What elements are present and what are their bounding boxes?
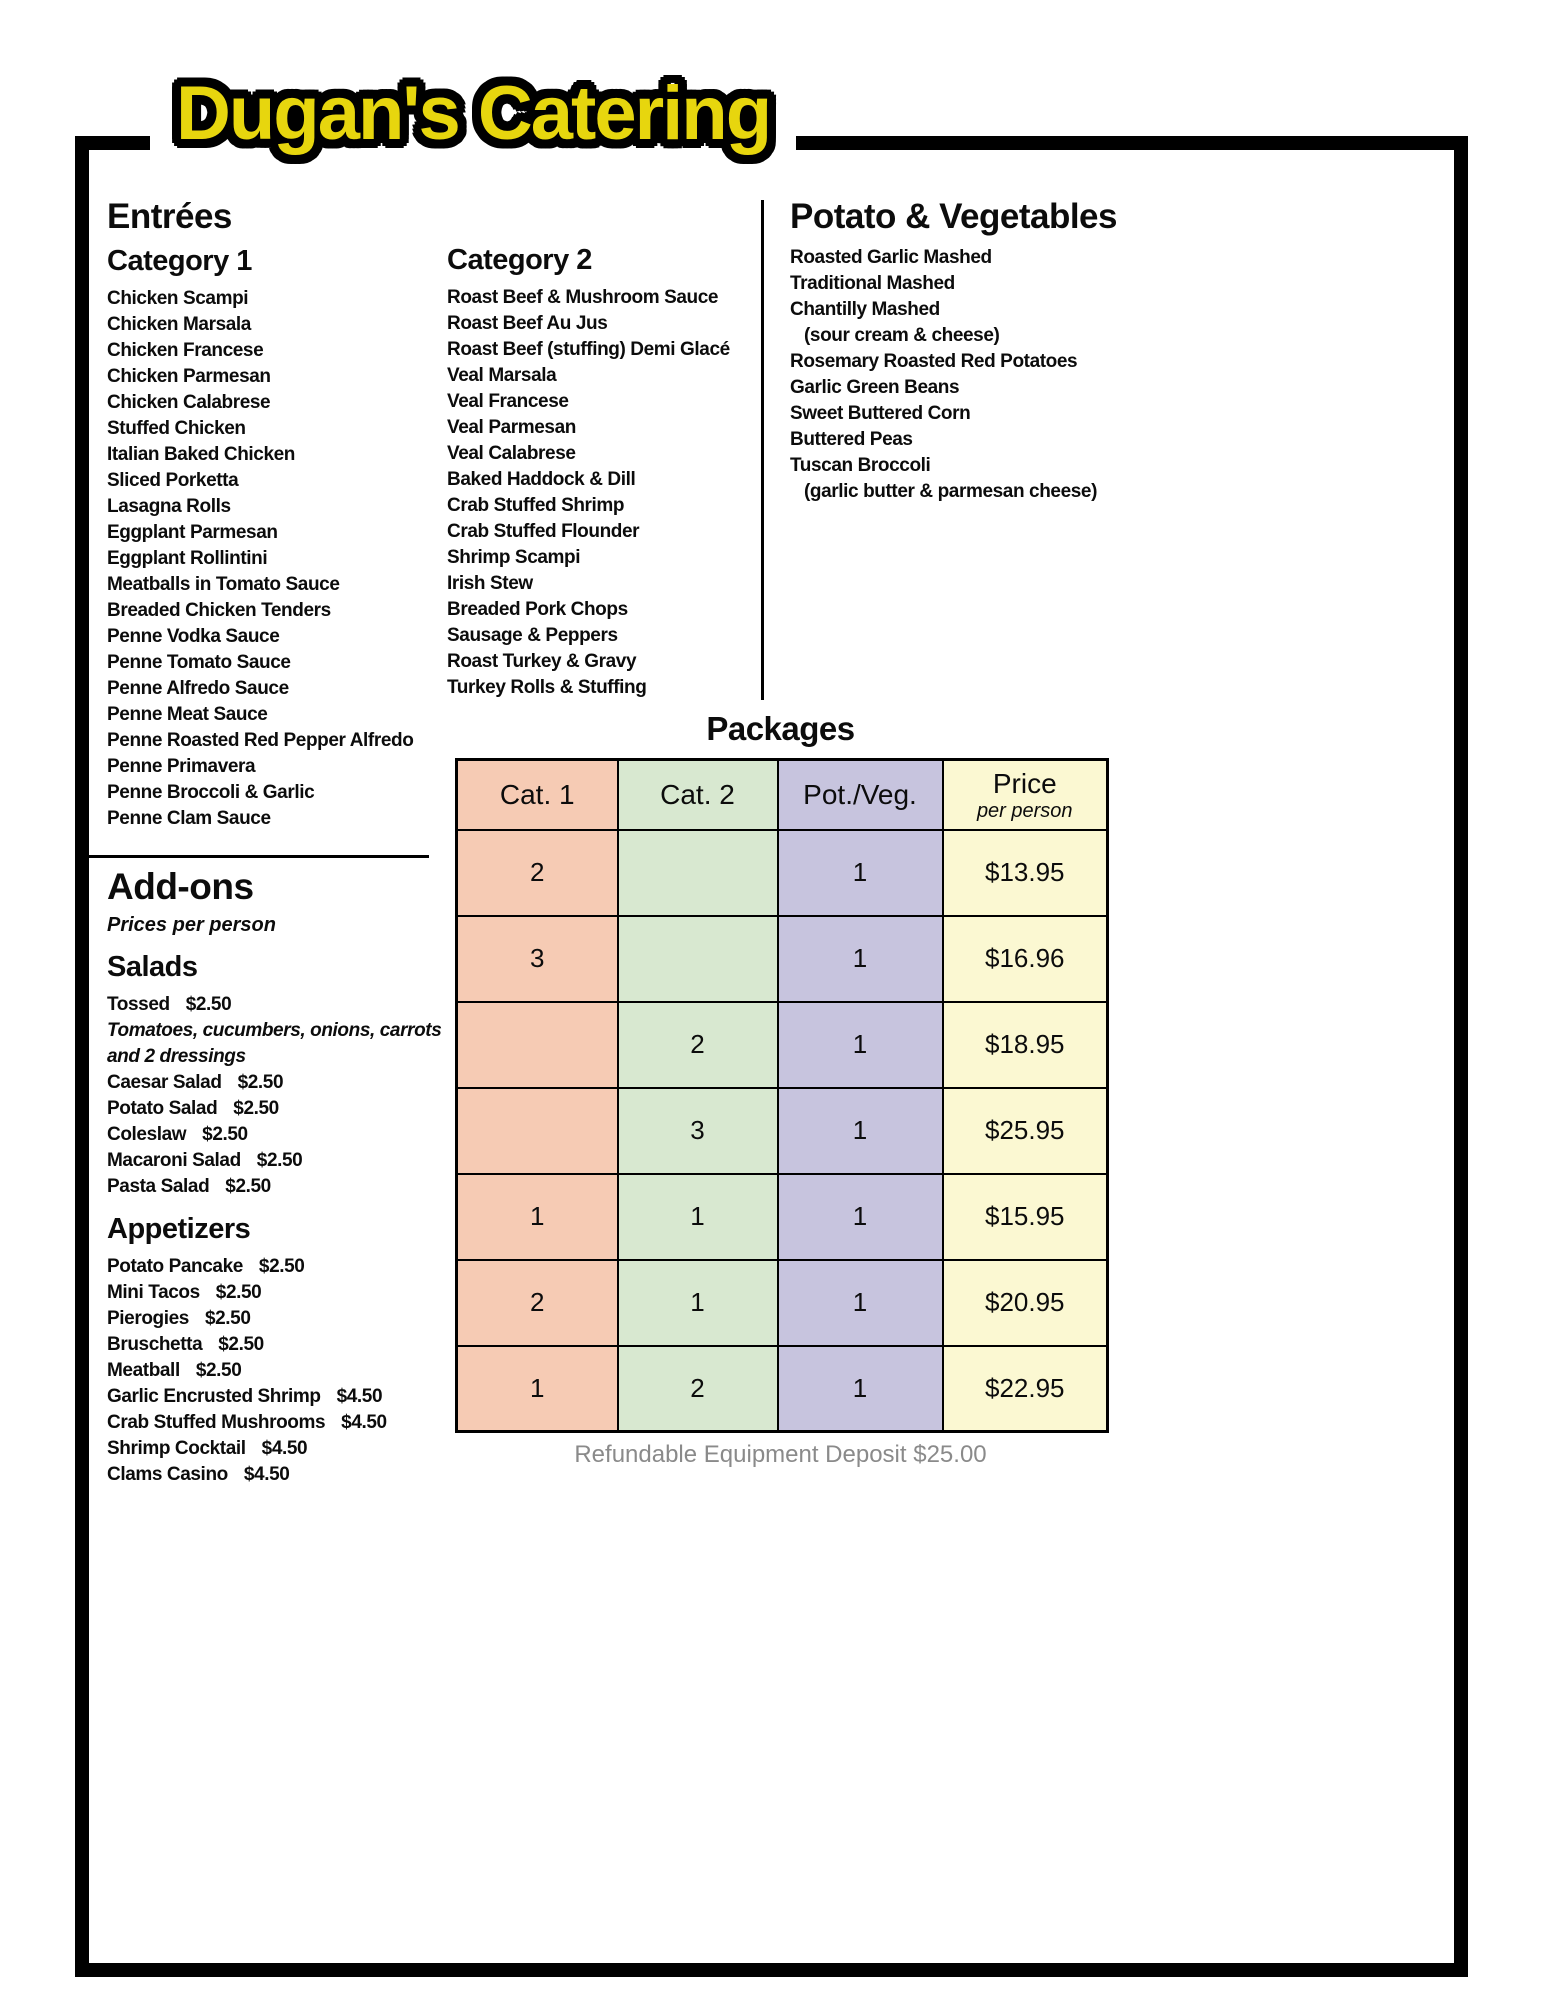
- logo: [150, 60, 796, 179]
- item-price: $2.50: [233, 1098, 279, 1119]
- deposit-note: Refundable Equipment Deposit $25.00: [574, 1441, 987, 1468]
- appetizer-item: Mini Tacos $2.50: [107, 1282, 262, 1303]
- package-row: [457, 1174, 1108, 1260]
- item-price: $2.50: [185, 994, 232, 1015]
- category1-item: Chicken Scampi: [107, 288, 249, 309]
- category2-item: Irish Stew: [447, 573, 533, 594]
- package-row: [457, 1346, 1108, 1432]
- package-cell: $13.95: [943, 830, 1108, 916]
- item-price: $2.50: [256, 1150, 303, 1171]
- salad-item: Caesar Salad $2.50: [107, 1072, 284, 1093]
- category1-item: Eggplant Parmesan: [107, 522, 278, 543]
- salad-item: Tomatoes, cucumbers, onions, carrots: [107, 1020, 442, 1041]
- potato-veg-item: Sweet Buttered Corn: [790, 403, 971, 424]
- appetizer-item: Garlic Encrusted Shrimp $4.50: [107, 1386, 383, 1407]
- salad-item: and 2 dressings: [107, 1046, 246, 1067]
- package-cell: [457, 1088, 618, 1174]
- potato-vegetables-title: Potato & Vegetables: [790, 197, 1117, 236]
- salads-title: Salads: [107, 951, 198, 983]
- package-cell: 1: [457, 1346, 618, 1432]
- salad-item: Macaroni Salad $2.50: [107, 1150, 303, 1171]
- category2-item: Veal Marsala: [447, 365, 557, 386]
- potato-veg-item: Roasted Garlic Mashed: [790, 247, 992, 268]
- package-cell: [618, 830, 778, 916]
- item-price: $4.50: [243, 1464, 290, 1485]
- category2-section: [447, 243, 757, 701]
- category2-item: Roast Beef & Mushroom Sauce: [447, 287, 719, 308]
- category2-item: Veal Francese: [447, 391, 569, 412]
- potato-veg-item: Chantilly Mashed: [790, 299, 940, 320]
- category2-item: Roast Beef Au Jus: [447, 313, 608, 334]
- category1-item: Penne Primavera: [107, 756, 256, 777]
- salads-list: [107, 992, 443, 1200]
- package-row: [457, 1260, 1108, 1346]
- salad-item: Potato Salad $2.50: [107, 1098, 279, 1119]
- appetizer-item: Pierogies $2.50: [107, 1308, 251, 1329]
- package-row: [457, 916, 1108, 1002]
- category1-item: Chicken Calabrese: [107, 392, 271, 413]
- package-cell: 2: [457, 1260, 618, 1346]
- item-price: $2.50: [237, 1072, 284, 1093]
- item-price: $4.50: [336, 1386, 383, 1407]
- category1-item: Chicken Marsala: [107, 314, 251, 335]
- category1-item: Penne Alfredo Sauce: [107, 678, 289, 699]
- package-cell: [618, 916, 778, 1002]
- header-cat2: Cat. 2: [618, 760, 778, 830]
- appetizer-item: Crab Stuffed Mushrooms $4.50: [107, 1412, 387, 1433]
- package-cell: 2: [457, 830, 618, 916]
- category1-item: Chicken Parmesan: [107, 366, 271, 387]
- addons-subtitle: Prices per person: [107, 914, 276, 936]
- packages-rows: [457, 830, 1108, 1432]
- package-cell: $25.95: [943, 1088, 1108, 1174]
- potato-veg-item: (sour cream & cheese): [804, 325, 1000, 346]
- appetizer-item: Potato Pancake $2.50: [107, 1256, 305, 1277]
- packages-table: [455, 758, 1109, 1433]
- header-cat1: Cat. 1: [457, 760, 618, 830]
- category1-item: Penne Clam Sauce: [107, 808, 271, 829]
- item-price: $2.50: [202, 1124, 248, 1145]
- potato-veg-item: Traditional Mashed: [790, 273, 955, 294]
- package-cell: 1: [618, 1174, 778, 1260]
- package-cell: [457, 1002, 618, 1088]
- package-cell: 2: [618, 1346, 778, 1432]
- item-price: $2.50: [195, 1360, 242, 1381]
- item-price: $2.50: [215, 1282, 262, 1303]
- package-cell: 1: [778, 830, 943, 916]
- package-row: [457, 1002, 1108, 1088]
- category1-item: Meatballs in Tomato Sauce: [107, 574, 340, 595]
- item-price: $4.50: [341, 1412, 387, 1433]
- potato-veg-item: Buttered Peas: [790, 429, 913, 450]
- package-cell: 1: [778, 1174, 943, 1260]
- category2-item: Sausage & Peppers: [447, 625, 618, 646]
- appetizer-item: Shrimp Cocktail $4.50: [107, 1438, 308, 1459]
- category2-item: Roast Turkey & Gravy: [447, 651, 637, 672]
- vertical-divider: [761, 200, 764, 700]
- category2-item: Turkey Rolls & Stuffing: [447, 677, 647, 698]
- addons-section: [107, 866, 443, 1488]
- salad-item: Tossed $2.50: [107, 994, 232, 1015]
- potato-veg-item: Garlic Green Beans: [790, 377, 960, 398]
- item-price: $2.50: [225, 1176, 271, 1197]
- package-cell: 1: [778, 1002, 943, 1088]
- package-cell: $16.96: [943, 916, 1108, 1002]
- appetizer-item: Meatball $2.50: [107, 1360, 242, 1381]
- appetizers-title: Appetizers: [107, 1213, 251, 1245]
- package-cell: 3: [457, 916, 618, 1002]
- header-price: [943, 760, 1108, 830]
- potato-veg-item: Tuscan Broccoli: [790, 455, 931, 476]
- category2-item: Shrimp Scampi: [447, 547, 581, 568]
- category1-item: Penne Roasted Red Pepper Alfredo: [107, 730, 414, 751]
- appetizer-item: Clams Casino $4.50: [107, 1464, 290, 1485]
- item-price: $2.50: [204, 1308, 251, 1329]
- category1-title: Category 1: [107, 245, 252, 277]
- package-row: [457, 830, 1108, 916]
- logo-text: Dugan's Catering: [176, 71, 771, 156]
- item-price: $2.50: [218, 1334, 264, 1355]
- category2-item: Veal Calabrese: [447, 443, 576, 464]
- addons-title: Add-ons: [107, 866, 254, 907]
- potato-veg-item: (garlic butter & parmesan cheese): [804, 481, 1098, 502]
- category1-item: Eggplant Rollintini: [107, 548, 268, 569]
- category1-list: [107, 286, 443, 832]
- appetizers-list: [107, 1254, 443, 1488]
- package-cell: 1: [778, 1260, 943, 1346]
- package-cell: 1: [778, 916, 943, 1002]
- category2-item: Breaded Pork Chops: [447, 599, 628, 620]
- appetizer-item: Bruschetta $2.50: [107, 1334, 264, 1355]
- package-cell: $20.95: [943, 1260, 1108, 1346]
- category1-item: Penne Vodka Sauce: [107, 626, 280, 647]
- category2-item: Crab Stuffed Flounder: [447, 521, 640, 542]
- potato-vegetables-section: [790, 197, 1125, 505]
- package-cell: $22.95: [943, 1346, 1108, 1432]
- package-cell: 2: [618, 1002, 778, 1088]
- category2-item: Crab Stuffed Shrimp: [447, 495, 625, 516]
- package-cell: 1: [457, 1174, 618, 1260]
- packages-title: Packages: [706, 710, 855, 747]
- category1-item: Sliced Porketta: [107, 470, 239, 491]
- category1-item: Stuffed Chicken: [107, 418, 246, 439]
- entrees-section: [107, 197, 443, 832]
- item-price: $2.50: [258, 1256, 305, 1277]
- category2-item: Veal Parmesan: [447, 417, 576, 438]
- salad-item: Pasta Salad $2.50: [107, 1176, 271, 1197]
- category2-item: Roast Beef (stuffing) Demi Glacé: [447, 339, 730, 360]
- package-cell: 1: [618, 1260, 778, 1346]
- entrees-title: Entrées: [107, 197, 232, 236]
- price-label: Price: [992, 767, 1057, 799]
- category1-item: Lasagna Rolls: [107, 496, 231, 517]
- package-cell: 1: [778, 1346, 943, 1432]
- category1-item: Breaded Chicken Tenders: [107, 600, 331, 621]
- category1-item: Italian Baked Chicken: [107, 444, 296, 465]
- category1-item: Chicken Francese: [107, 340, 264, 361]
- per-person-label: per person: [976, 799, 1073, 822]
- item-price: $4.50: [261, 1438, 308, 1459]
- category1-item: Penne Meat Sauce: [107, 704, 268, 725]
- category2-title: Category 2: [447, 244, 592, 276]
- category1-item: Penne Tomato Sauce: [107, 652, 291, 673]
- package-row: [457, 1088, 1108, 1174]
- potato-veg-item: Rosemary Roasted Red Potatoes: [790, 351, 1078, 372]
- package-cell: 1: [778, 1088, 943, 1174]
- potato-vegetables-list: [790, 245, 1125, 505]
- horizontal-divider: [89, 855, 429, 858]
- category1-item: Penne Broccoli & Garlic: [107, 782, 315, 803]
- packages-header-row: [457, 760, 1108, 830]
- package-cell: 3: [618, 1088, 778, 1174]
- salad-item: Coleslaw $2.50: [107, 1124, 248, 1145]
- package-cell: $18.95: [943, 1002, 1108, 1088]
- package-cell: $15.95: [943, 1174, 1108, 1260]
- category2-list: [447, 285, 757, 701]
- header-potveg: Pot./Veg.: [778, 760, 943, 830]
- category2-item: Baked Haddock & Dill: [447, 469, 636, 490]
